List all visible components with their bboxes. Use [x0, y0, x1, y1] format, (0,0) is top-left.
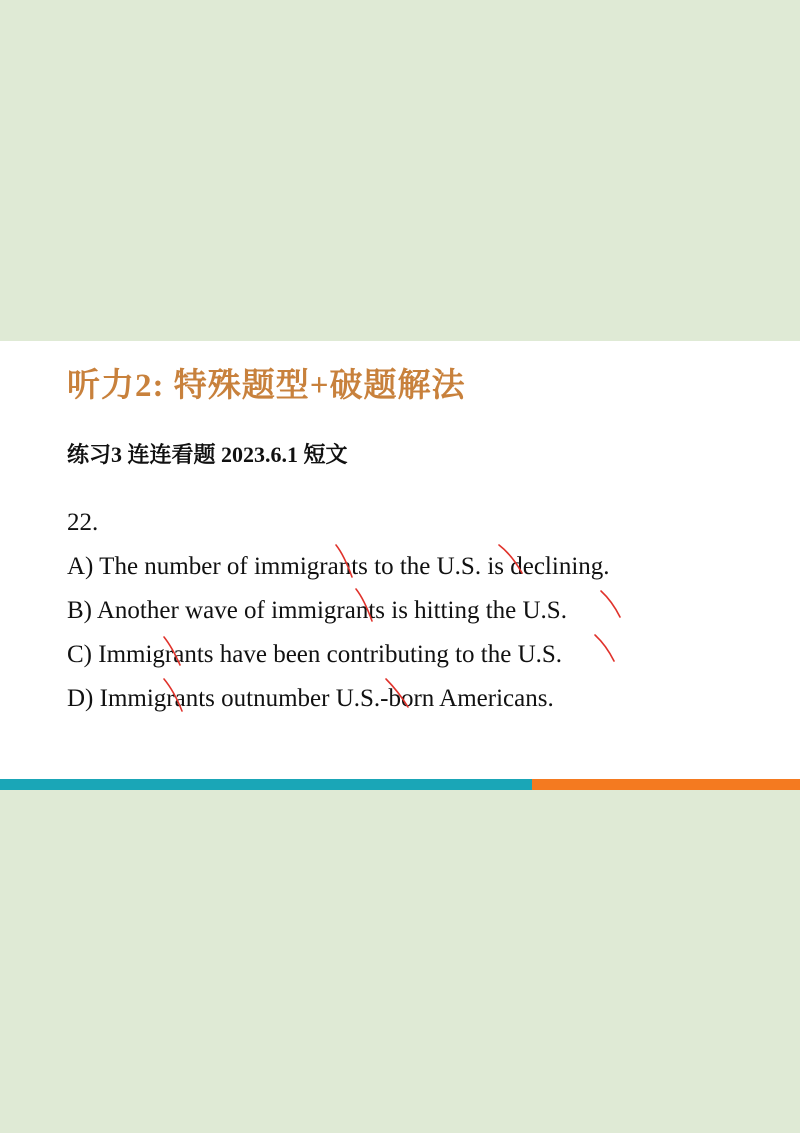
option-c: C) Immigrants have been contributing to the U.S. [67, 641, 563, 668]
option-d: D) Immigrants outnumber U.S.-born Americans. [67, 685, 554, 712]
slide-title: 听力2: 特殊题型+破题解法 [67, 368, 466, 404]
question-number: 22. [67, 509, 99, 536]
slide-panel [0, 341, 800, 779]
footer-bar-teal [0, 779, 532, 790]
exercise-subtitle: 练习3 连连看题 2023.6.1 短文 [67, 442, 348, 467]
option-b: B) Another wave of immigrants is hitting the U.S. [67, 597, 567, 624]
question-block [67, 501, 610, 721]
option-a: A) The number of immigrants to the U.S. is declining. [67, 553, 610, 580]
footer-bar-orange [532, 779, 800, 790]
